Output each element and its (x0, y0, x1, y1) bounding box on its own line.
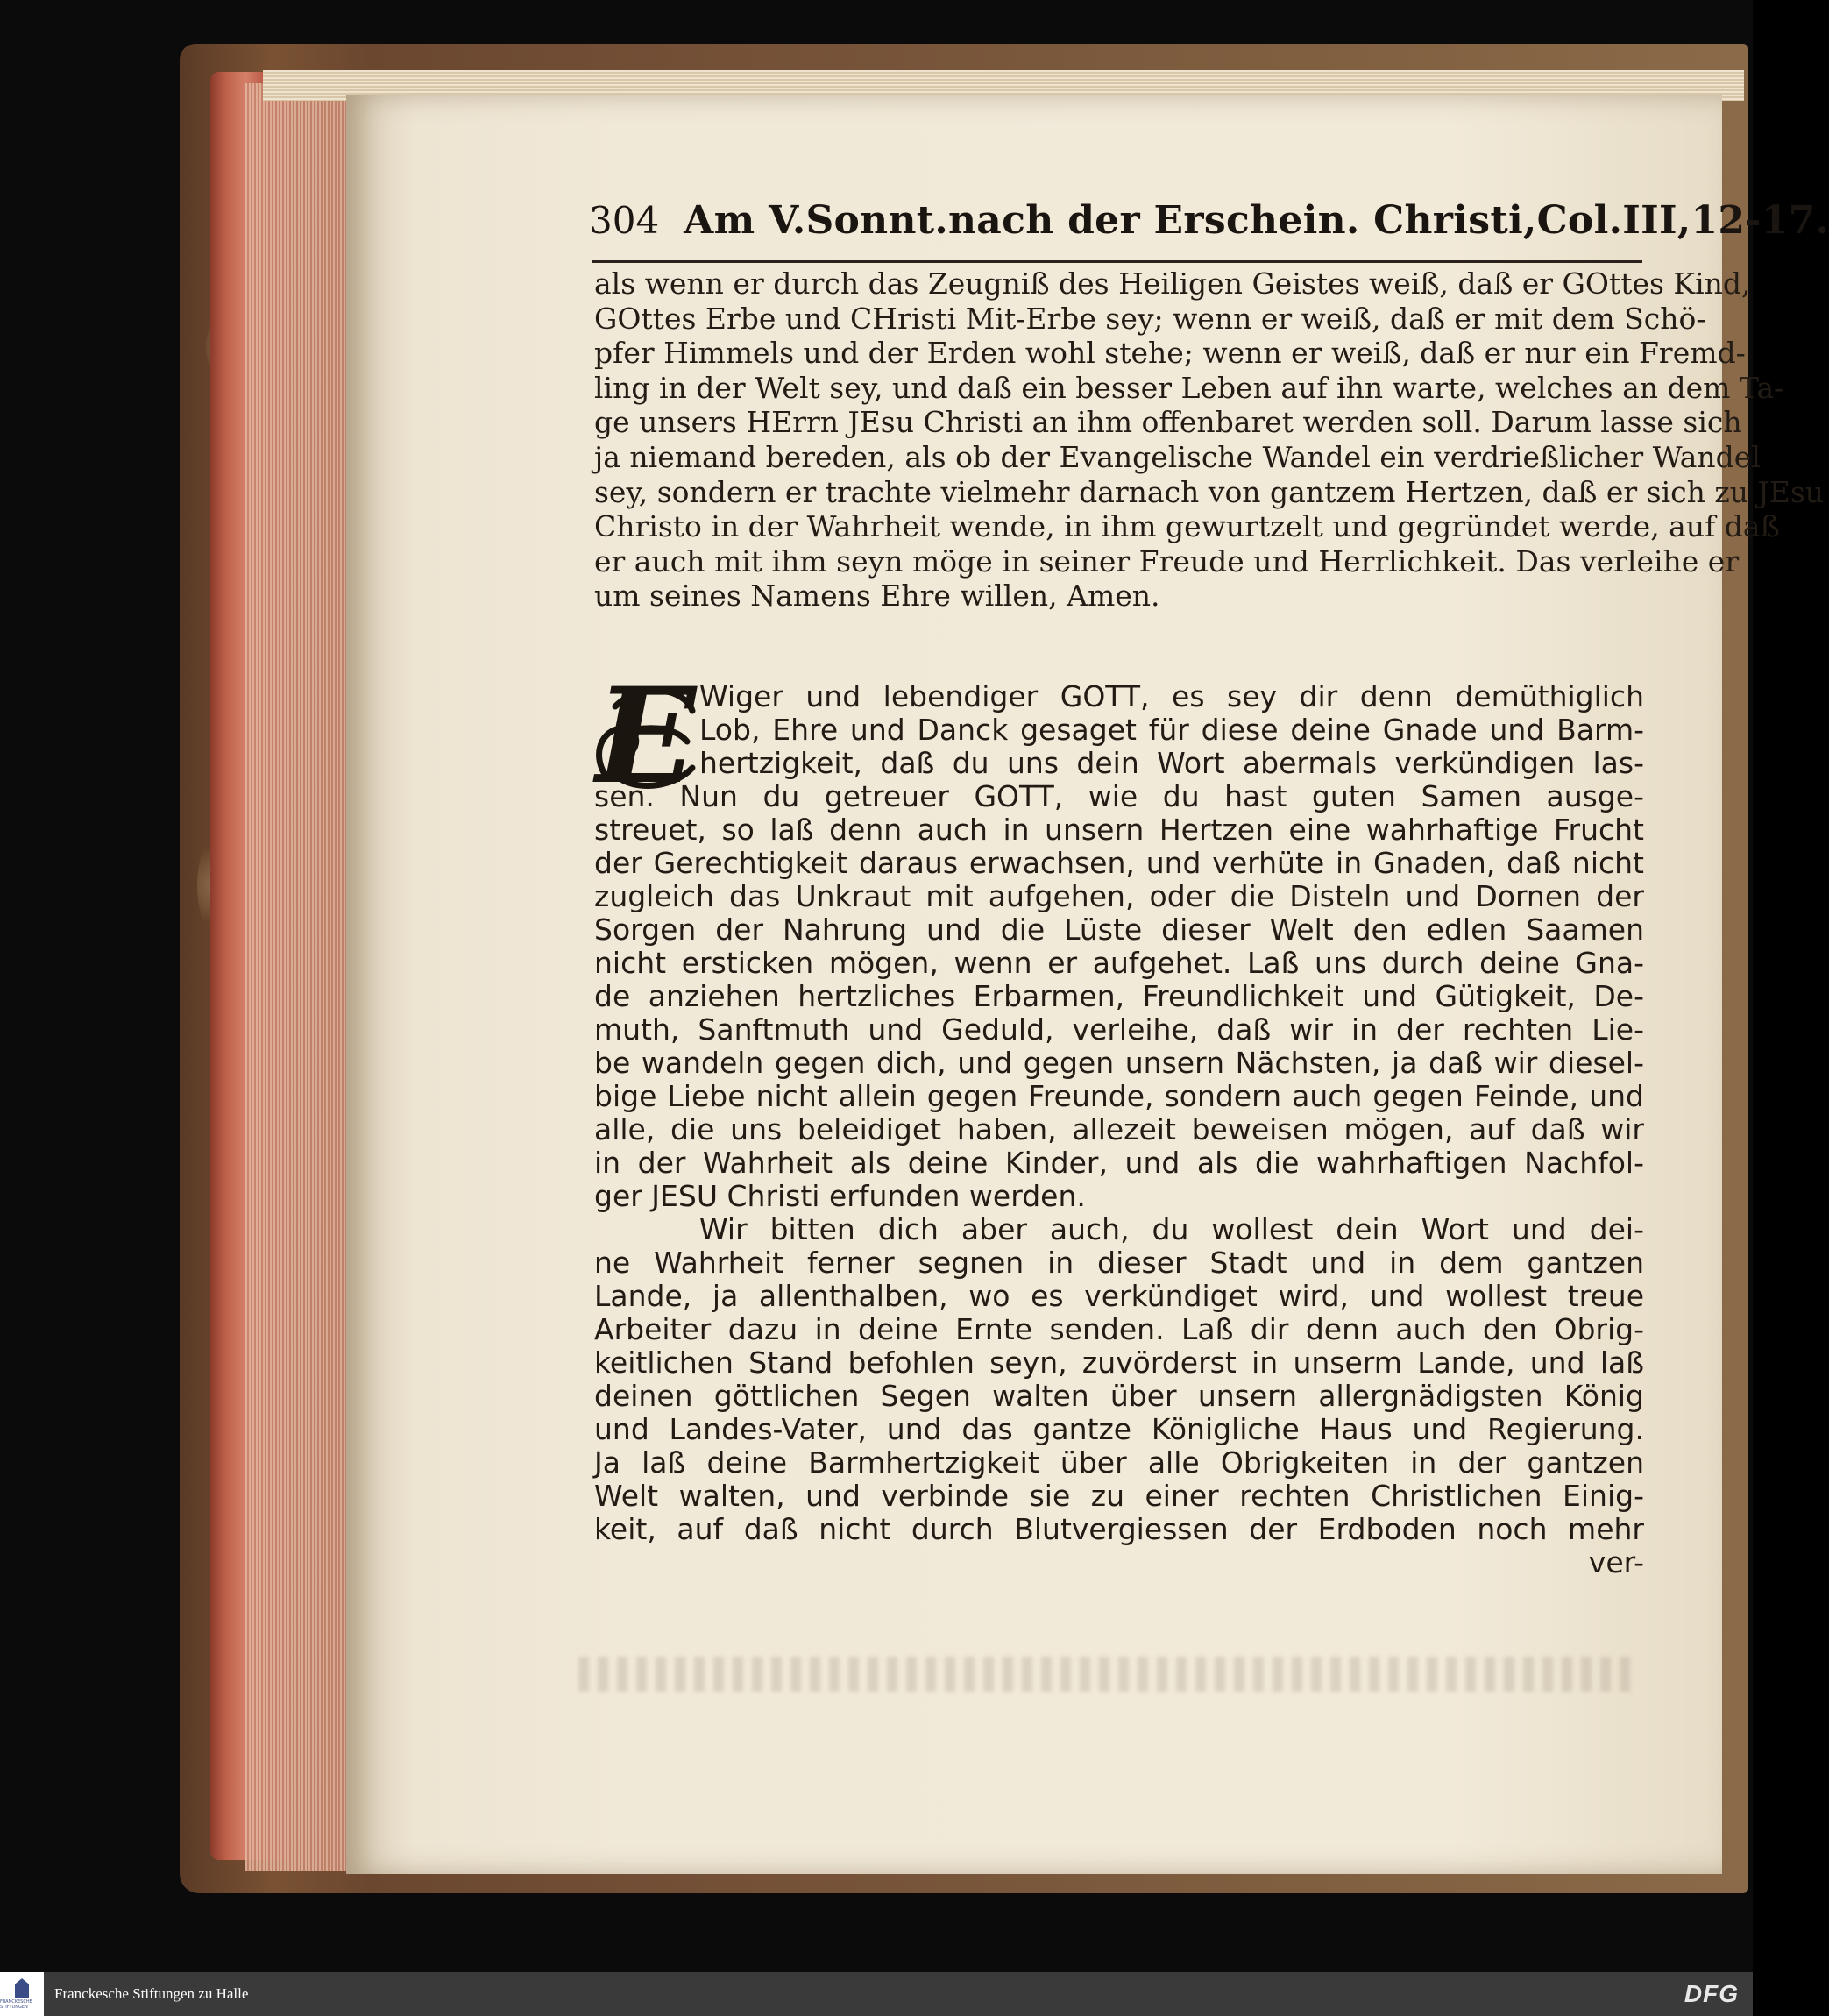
text-line: Sorgen der Nahrung und die Lüste dieser Welt den edlen Saamen (594, 912, 1644, 947)
text-line: Lande, ja allenthalben, wo es verkündiget wird, und wollest treue (594, 1279, 1644, 1313)
text-line: um seines Namens Ehre willen, Amen. (594, 579, 1160, 614)
text-line: sen. Nun du getreuer GOTT, wie du hast guten Samen ausge- (594, 779, 1644, 813)
text-line: er auch mit ihm seyn möge in seiner Freude und Herrlichkeit. Das verleihe er (594, 543, 1740, 579)
closing-prayer (594, 680, 1644, 1579)
text-line: der Gerechtigkeit daraus erwachsen, und verhüte in Gnaden, daß nicht (594, 846, 1644, 880)
catchword: ver- (1588, 1545, 1644, 1579)
viewer-footer (0, 1972, 1753, 2016)
text-line: hertzigkeit, daß du uns dein Wort abermals verkündigen las- (699, 746, 1644, 780)
text-line: pfer Himmels und der Erden wohl stehe; wenn er weiß, daß er nur ein Fremd- (594, 336, 1746, 371)
text-line: zugleich das Unkraut mit aufgehen, oder die Disteln und Dornen der (594, 879, 1644, 913)
text-line: Lob, Ehre und Danck gesaget für diese deine Gnade und Barm- (699, 713, 1644, 747)
institution-logo[interactable] (0, 1972, 44, 2016)
text-line: in der Wahrheit als deine Kinder, und als die wahrhaftigen Nachfol- (594, 1146, 1644, 1180)
text-line: Christo in der Wahrheit wende, in ihm gewurtzelt und gegründet werde, auf daß (594, 509, 1780, 544)
text-line: bige Liebe nicht allein gegen Freunde, sondern auch gegen Feinde, und (594, 1079, 1644, 1113)
page-number: 304 (589, 199, 660, 242)
text-line: deinen göttlichen Segen walten über unsern allergnädigsten König (594, 1379, 1644, 1413)
text-line: GOttes Erbe und CHristi Mit-Erbe sey; wenn er weiß, daß er mit dem Schö- (594, 301, 1706, 336)
text-line: ger JESU Christi erfunden werden. (594, 1179, 1086, 1213)
text-line: muth, Sanftmuth und Geduld, verleihe, daß wir in der rechten Lie- (594, 1012, 1644, 1047)
text-line: sey, sondern er trachte vielmehr darnach von gantzem Hertzen, daß er sich zu JEsu (594, 474, 1825, 509)
text-line: Ja laß deine Barmhertzigkeit über alle Obrigkeiten in der gantzen (594, 1445, 1644, 1480)
text-line: Wir bitten dich aber auch, du wollest dein Wort und dei- (699, 1212, 1644, 1246)
text-line: keit, auf daß nicht durch Blutvergiessen der Erdboden noch mehr (594, 1512, 1644, 1546)
text-line: keitlichen Stand befohlen seyn, zuvörderst in unserm Lande, und laß (594, 1345, 1644, 1380)
drop-cap-letter: E (595, 659, 697, 813)
running-head (589, 198, 1829, 243)
text-line: nicht ersticken mögen, wenn er aufgehet. Laß uns durch deine Gna- (594, 946, 1644, 980)
show-through-text (578, 1657, 1630, 1692)
sermon-ending-paragraph (594, 266, 1825, 614)
text-line: Welt walten, und verbinde sie zu einer rechten Christlichen Einig- (594, 1479, 1644, 1513)
logo-caption: FRANCKESCHE STIFTUNGEN (0, 1999, 32, 2010)
text-line: ge unsers HErrn JEsu Christi an ihm offenbaret werden soll. Darum lasse sich (594, 405, 1742, 440)
running-head-title: Am V.Sonnt.nach der Erschein. Christi,Col.III,12-17. (684, 198, 1829, 243)
text-line: de anziehen hertzliches Erbarmen, Freundlichkeit und Gütigkeit, De- (594, 979, 1644, 1013)
text-line: ne Wahrheit ferner segnen in dieser Stadt und in dem gantzen (594, 1246, 1644, 1280)
text-line: und Landes-Vater, und das gantze Königliche Haus und Regierung. (594, 1412, 1644, 1446)
tower-logo-icon (15, 1978, 29, 1998)
institution-name: Franckesche Stiftungen zu Halle (54, 1985, 249, 2002)
text-line: ling in der Welt sey, und daß ein besser Leben auf ihn warte, welches an dem Ta- (594, 370, 1784, 405)
text-line: Wiger und lebendiger GOTT, es sey dir denn demüthiglich (699, 679, 1644, 713)
text-line: be wandeln gegen dich, und gegen unsern Nächsten, ja daß wir diesel- (594, 1046, 1644, 1080)
page-block-leaves (245, 83, 351, 1871)
text-line: alle, die uns beleidiget haben, allezeit beweisen mögen, auf daß wir (594, 1112, 1644, 1146)
text-line: Arbeiter dazu in deine Ernte senden. Laß dir denn auch den Obrig- (594, 1312, 1644, 1346)
text-line: ja niemand bereden, als ob der Evangelische Wandel ein verdrießlicher Wandel (594, 439, 1761, 474)
text-line: als wenn er durch das Zeugniß des Heiligen Geistes weiß, daß er GOttes Kind, (594, 266, 1751, 301)
text-line: streuet, so laß denn auch in unsern Hertzen eine wahrhaftige Frucht (594, 813, 1644, 847)
running-head-rule (592, 260, 1642, 263)
dfg-logo[interactable]: DFG (1684, 1980, 1739, 2007)
